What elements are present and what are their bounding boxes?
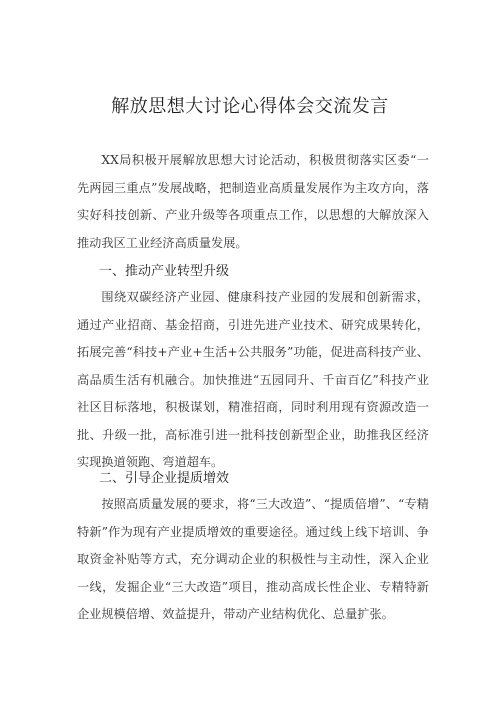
intro-paragraph: XX局积极开展解放思想大讨论活动，积极贯彻落实区委“一先两园三重点”发展战略，把制造业高质量发展作为主攻方向，落实好科技创新、产业升级等各项重点工作，以思想的大解放深入推动我区工业经济高质量发展。 <box>77 153 429 250</box>
section-paragraph-2: 按照高质量发展的要求，将“三大改造”、“提质倍增”、“专精特新”作为现有产业提质增效的重要途径。通过线上线下培训、争取资金补贴等方式，充分调动企业的积极性与主动性，深入企业一线，发掘企业“三大改造”项目，推动高成长性企业、专精特新企业规模倍增、效益提升，带动产业结构优化、总量扩张。 <box>77 497 429 621</box>
section-heading-2: 二、引导企业提质增效 <box>99 471 230 486</box>
section-heading-1: 一、推动产业转型升级 <box>99 264 230 279</box>
section-paragraph-1: 围绕双碳经济产业园、健康科技产业园的发展和创新需求，通过产业招商、基金招商，引进先进产业技术、研究成果转化，拓展完善“科技+产业+生活+公共服务”功能，促进高科技产业、高品质生活有机融合。加快推进“五园同升、千亩百亿”科技产业社区目标落地，积极谋划，精准招商，同时利用现有资源改造一批、升级一批，高标准引进一批科技创新型企业，助推我区经济实现换道领跑、弯道超车。 <box>77 290 429 469</box>
document-title: 解放思想大讨论心得体会交流发言 <box>111 96 389 117</box>
